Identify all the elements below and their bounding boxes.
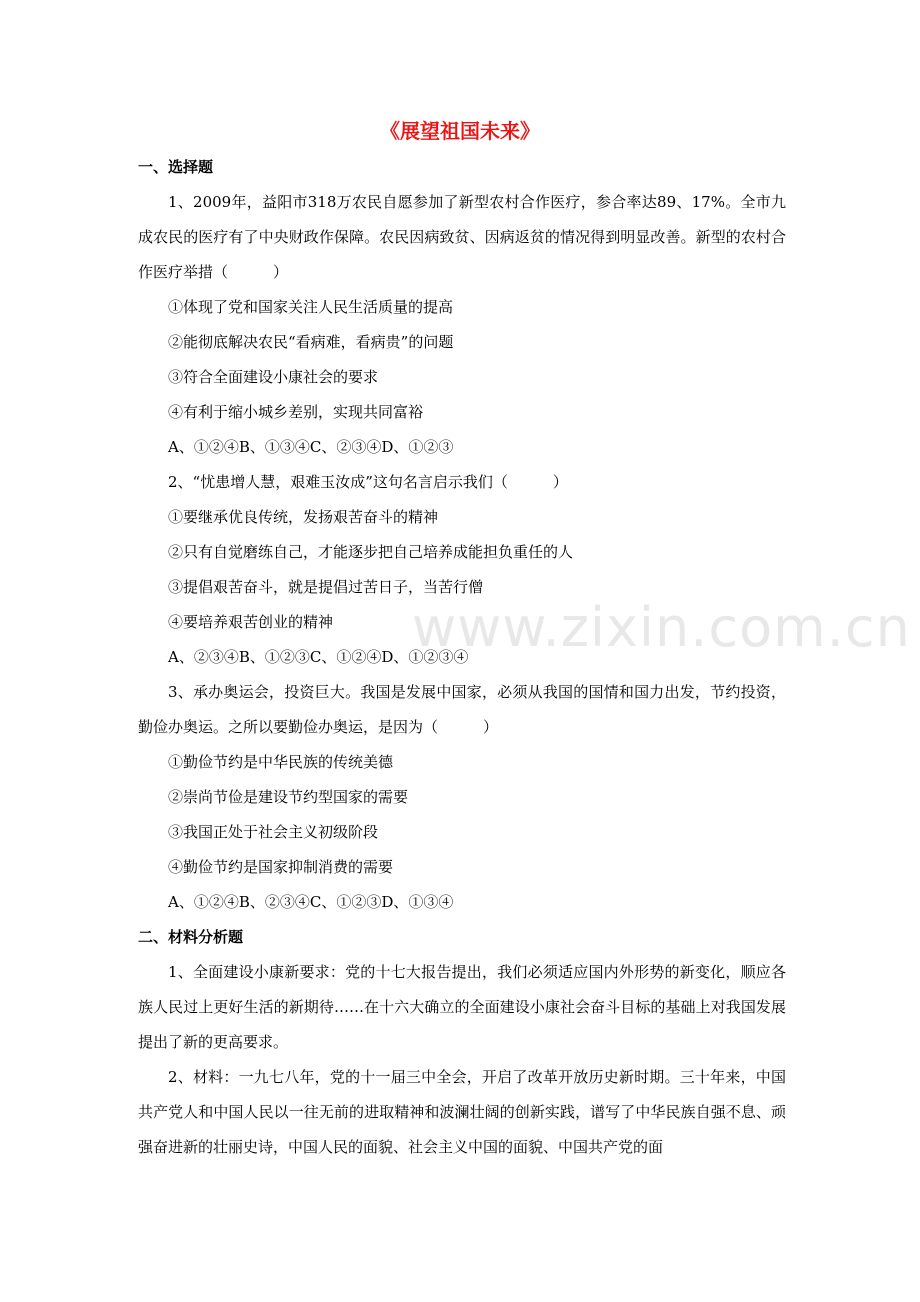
question-2-item-3: ③提倡艰苦奋斗，就是提倡过苦日子，当苦行僧	[168, 578, 484, 596]
material-paragraph-1: 1、全面建设小康新要求：党的十七大报告提出，我们必须适应国内外形势的新变化，顺应各族人民过上更好生活的新期待……在十六大确立的全面建设小康社会奋斗目标的基础上对我国发展提出了新的更高要求。	[138, 963, 786, 1051]
question-2-answers: A、②③④B、①②③C、①②④D、①②③④	[168, 648, 469, 666]
question-1-item-1: ①体现了党和国家关注人民生活质量的提高	[168, 298, 454, 316]
material-paragraph-2: 2、材料：一九七八年，党的十一届三中全会，开启了改革开放历史新时期。三十年来，中国共产党人和中国人民以一往无前的进取精神和波澜壮阔的创新实践，谱写了中华民族自强不息、顽强奋进新的壮丽史诗，中国人民的面貌、社会主义中国的面貌、中国共产党的面	[138, 1068, 786, 1156]
question-2-item-1: ①要继承优良传统，发扬艰苦奋斗的精神	[168, 508, 439, 526]
question-3-item-4: ④勤俭节约是国家抑制消费的需要	[168, 858, 394, 876]
question-2-item-4: ④要培养艰苦创业的精神	[168, 613, 334, 631]
question-3-item-2: ②崇尚节俭是建设节约型国家的需要	[168, 788, 409, 806]
section-heading-choice: 一、选择题	[138, 158, 214, 176]
question-3-stem: 3、承办奥运会，投资巨大。我国是发展中国家，必须从我国的国情和国力出发，节约投资，勤俭办奥运。之所以要勤俭办奥运，是因为（ ）	[138, 683, 786, 736]
question-3-answers: A、①②④B、②③④C、①②③D、①③④	[168, 893, 454, 911]
document-body	[138, 150, 786, 1165]
question-1-item-4: ④有利于缩小城乡差别，实现共同富裕	[168, 403, 424, 421]
question-1-item-3: ③符合全面建设小康社会的要求	[168, 368, 379, 386]
question-2-item-2: ②只有自觉磨练自己，才能逐步把自己培养成能担负重任的人	[168, 543, 574, 561]
question-2-stem: 2、“忧患增人慧，艰难玉汝成”这句名言启示我们（ ）	[168, 473, 568, 491]
watermark: www.zixin.com.cn	[412, 596, 911, 659]
question-3-item-1: ①勤俭节约是中华民族的传统美德	[168, 753, 394, 771]
question-3-item-3: ③我国正处于社会主义初级阶段	[168, 823, 379, 841]
question-1-answers: A、①②④B、①③④C、②③④D、①②③	[168, 438, 454, 456]
document-title: 《展望祖国未来》	[380, 119, 540, 143]
section-heading-analysis: 二、材料分析题	[138, 928, 244, 946]
question-1-stem: 1、2009年，益阳市318万农民自愿参加了新型农村合作医疗，参合率达89、17%。全市九成农民的医疗有了中央财政作保障。农民因病致贫、因病返贫的情况得到明显改善。新型的农村合作医疗举措（ ）	[138, 193, 786, 281]
question-1-item-2: ②能彻底解决农民“看病难，看病贵”的问题	[168, 333, 454, 351]
